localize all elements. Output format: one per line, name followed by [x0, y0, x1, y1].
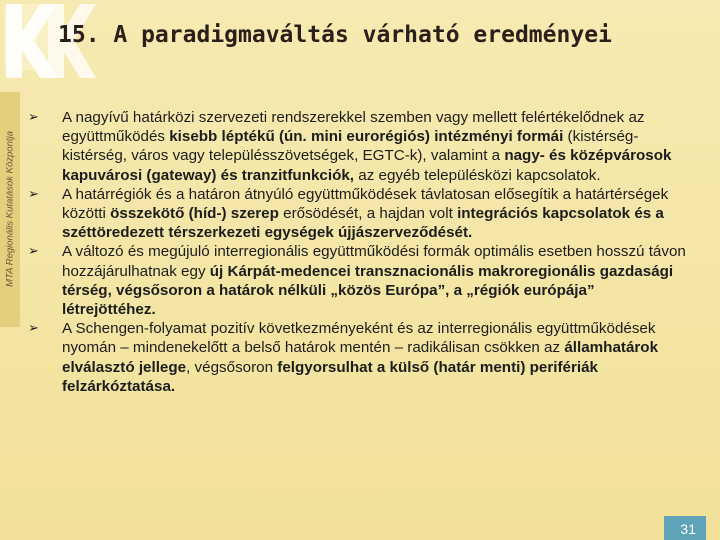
bullet-text: erősödését, a hajdan volt — [278, 205, 458, 223]
arrow-bullet-icon: ➢ — [28, 321, 39, 337]
arrow-bullet-icon: ➢ — [28, 186, 39, 202]
bullet-text: (kistérség-kistérség, város vagy településszövetségek, EGTC-k), valamint a — [62, 128, 639, 165]
bullet-emphasis: kisebb léptékű (ún. mini eurorégiós) intézményi formái — [169, 128, 564, 146]
bullet-text: A Schengen-folyamat pozitív következményeként és az interregionális együttműködések nyomán – mindenekelőtt a belső határok mentén – radikálisan csökken az — [62, 320, 656, 357]
bullet-text: A változó és megújuló interregionális együttműködési formák optimális esetben hosszú távon hozzájárulhatnak egy — [62, 243, 686, 280]
vertical-sidebar — [0, 92, 20, 327]
page-title: 15. A paradigmaváltás várható eredményei — [58, 22, 612, 48]
sidebar-organization-label: MTA Regionális Kutatások Központja — [4, 131, 16, 287]
bullet-emphasis: államhatárok elválasztó jellege — [62, 339, 659, 376]
bullet-list — [28, 108, 688, 396]
list-item — [28, 242, 688, 319]
bullet-emphasis: új Kárpát-medencei transznacionális makroregionális gazdasági térség, végsősoron a határok nélküli „közös Európa”, a „régiók európája” létrejöttéhez. — [62, 262, 674, 319]
bullet-emphasis: integrációs kapcsolatok és a széttöredezett térszerkezeti egységek újjászerveződését. — [62, 205, 664, 242]
bullet-text: az egyéb településközi kapcsolatok. — [354, 166, 601, 184]
arrow-bullet-icon: ➢ — [28, 244, 39, 260]
bullet-emphasis: nagy- és középvárosok kapuvárosi (gateway) és tranzitfunkciók, — [62, 147, 672, 184]
bullet-emphasis: felgyorsulhat a külső (határ menti) perifériák felzárkóztatása. — [62, 358, 599, 395]
bullet-text: A nagyívű határközi szervezeti rendszerekkel szemben vagy mellett felértékelődnek az együttműködés — [62, 109, 645, 146]
list-item — [28, 319, 688, 396]
bullet-text: , végsősoron — [186, 358, 278, 376]
list-item — [28, 108, 688, 185]
list-item — [28, 185, 688, 243]
bullet-emphasis: összekötő (híd-) szerep — [110, 205, 279, 223]
arrow-bullet-icon: ➢ — [28, 110, 39, 125]
bullet-text: A határrégiók és a határon átnyúló együttműködések távlatosan elősegítik a határtérségek közötti — [62, 185, 669, 223]
page-number: 31 — [680, 521, 696, 537]
